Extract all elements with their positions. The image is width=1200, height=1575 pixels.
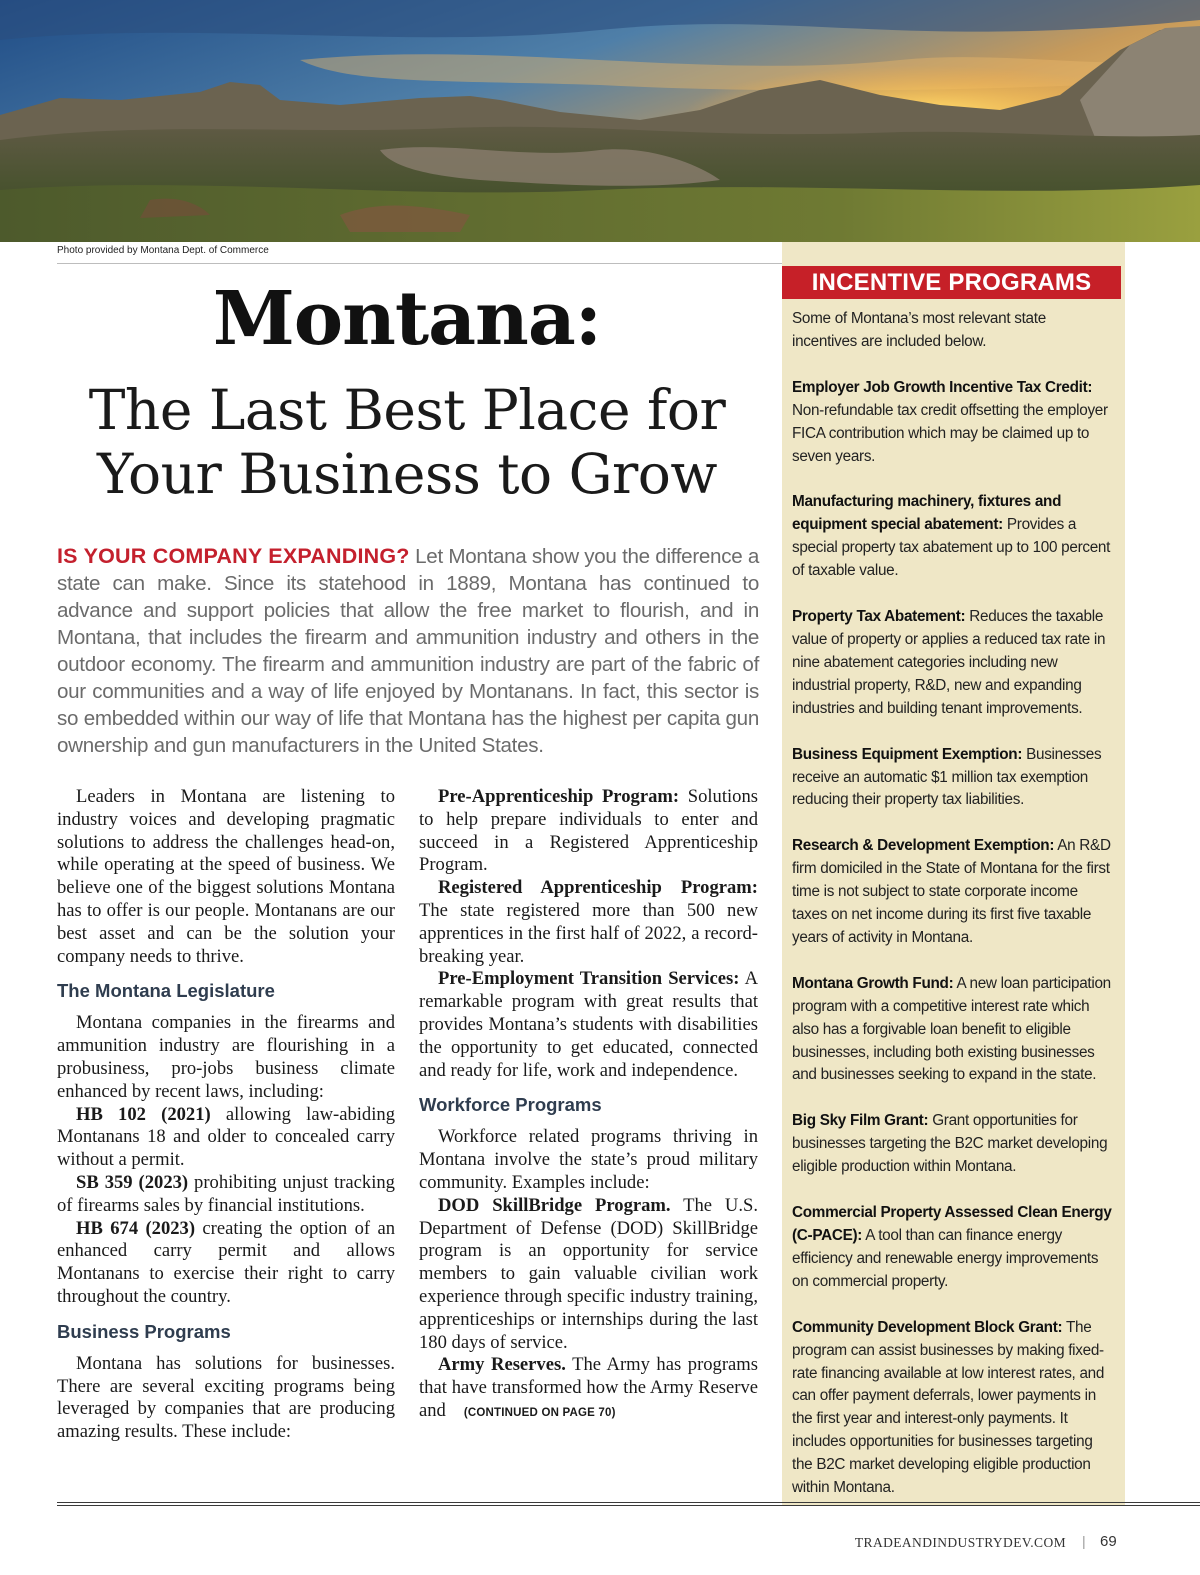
program-item-dod-skillbridge <box>419 1195 758 1355</box>
incentive-text: A new loan participation program with a competitive interest rate which also has a forgivable loan benefit to eligible businesses, including both existing businesses and businesses seeking to expand in the state. <box>792 974 1111 1084</box>
incentive-text: The program can assist businesses by making fixed-rate financing available at low interest rates, and can offer payment deferrals, lower payments in the first year and interest-only payments. It includes opportunities for businesses targeting the B2C market developing eligible production within Montana. <box>792 1318 1105 1497</box>
body-paragraph: Workforce related programs thriving in Montana involve the state’s proud military community. Examples include: <box>419 1126 758 1193</box>
lede-lead-in: IS YOUR COMPANY EXPANDING? <box>57 544 410 568</box>
incentive-item <box>792 1202 1113 1294</box>
lede-paragraph <box>57 543 759 759</box>
footer-divider <box>57 1502 1200 1503</box>
body-column-1 <box>57 786 395 1444</box>
page-number: 69 <box>1100 1533 1117 1550</box>
program-text: The U.S. Department of Defense (DOD) SkillBridge program is an opportunity for service members to gain valuable civilian work experience through specific industry training, apprenticeships or internships during the last 180 days of service. <box>419 1194 758 1353</box>
incentive-text: A tool than can finance energy efficiency and renewable energy improvements on commercial property. <box>792 1227 1099 1290</box>
body-column-2 <box>419 786 758 1425</box>
program-text: The state registered more than 500 new apprentices in the first half of 2022, a record-breaking year. <box>419 899 758 967</box>
incentive-title: Community Development Block Grant: <box>792 1318 1063 1336</box>
incentive-item <box>792 973 1113 1088</box>
program-label: Army Reserves. <box>438 1354 566 1376</box>
law-item-sb359 <box>57 1172 395 1218</box>
sidebar-intro: Some of Montana’s most relevant state incentives are included below. <box>792 310 1046 350</box>
law-text: creating the option of an enhanced carry permit and allows Montanans to exercise their right to carry throughout the country. <box>57 1217 395 1307</box>
incentive-item <box>792 744 1113 813</box>
subhead-line-1: The Last Best Place for <box>88 378 726 442</box>
incentive-text: Reduces the taxable value of property or applies a reduced tax rate in nine abatement categories including new industrial property, R&D, new and expanding industries and building tenant improvements. <box>792 608 1106 717</box>
incentive-text: An R&D firm domiciled in the State of Montana for the first time is not subject to state corporate income taxes on net income during its first five taxable years of activity in Montana. <box>792 837 1111 946</box>
incentive-text: Provides a special property tax abatement up to 100 percent of taxable value. <box>792 516 1111 580</box>
incentive-title: Research & Development Exemption: <box>792 837 1055 855</box>
law-label: HB 674 (2023) <box>76 1217 196 1239</box>
incentive-item <box>792 1317 1113 1500</box>
program-text: Solutions to help prepare individuals to enter and succeed in a Registered Apprenticeship Program. <box>419 786 758 876</box>
incentive-item <box>792 491 1113 583</box>
law-label: HB 102 (2021) <box>76 1103 211 1125</box>
law-label: SB 359 (2023) <box>76 1171 189 1193</box>
law-item-hb102 <box>57 1104 395 1172</box>
footer-separator: | <box>1082 1533 1086 1549</box>
incentive-text: Businesses receive an automatic $1 million tax exemption reducing their property tax liabilities. <box>792 745 1102 809</box>
program-label: Registered Apprenticeship Program: <box>438 877 758 899</box>
incentive-item <box>792 606 1113 721</box>
program-label: Pre-Employment Transition Services: <box>438 968 740 990</box>
program-item-preapprenticeship <box>419 786 758 877</box>
footer-website: TRADEANDINDUSTRYDEV.COM <box>854 1535 1066 1550</box>
body-paragraph: Leaders in Montana are listening to industry voices and developing pragmatic solutions to address the challenges head-on, while operating at the speed of business. We believe one of the biggest solutions Montana has to offer is our people. Montanans are our best asset and can be the solution your company needs to thrive. <box>57 786 395 967</box>
law-item-hb674 <box>57 1218 395 1309</box>
program-text: The Army has programs that have transformed how the Army Reserve and <box>419 1354 758 1421</box>
program-label: DOD SkillBridge Program. <box>438 1194 671 1216</box>
incentive-title: Manufacturing machinery, fixtures and equipment special abatement: <box>792 493 1062 534</box>
body-paragraph: Montana companies in the firearms and ammunition industry are flourishing in a probusiness, pro-jobs business climate enhanced by recent laws, including: <box>57 1012 395 1102</box>
subhead-line-2: Your Business to Grow <box>96 442 717 506</box>
lede-text: Let Montana show you the difference a state can make. Since its statehood in 1889, Montana has continued to advance and support policies that allow the free market to flourish, and in Montana, that includes the firearm and ammunition industry and others in the outdoor economy. The firearm and ammunition industry are part of the fabric of our communities and a way of life enjoyed by Montanans. In fact, this sector is so embedded within our way of life that Montana has the highest per capita gun ownership and gun manufacturers in the United States. <box>57 545 759 757</box>
headline: Montana: <box>212 276 602 362</box>
incentive-programs-sidebar <box>782 242 1125 1505</box>
incentive-text: Grant opportunities for businesses targeting the B2C market developing eligible production within Montana. <box>792 1112 1108 1176</box>
body-paragraph: Montana has solutions for businesses. There are several exciting programs being leveraged by companies that are producing amazing results. These include: <box>57 1352 395 1443</box>
program-item-army-reserves <box>419 1354 758 1424</box>
incentive-title: Employer Job Growth Incentive Tax Credit: <box>792 378 1093 396</box>
incentive-item <box>792 1110 1113 1179</box>
footer-divider <box>57 1505 1200 1506</box>
subhead <box>40 378 774 506</box>
incentive-text: Non-refundable tax credit offsetting the employer FICA contribution which may be claimed up to seven years. <box>792 401 1108 465</box>
incentive-title: Commercial Property Assessed Clean Energy (C-PACE): <box>792 1204 1112 1244</box>
program-label: Pre-Apprenticeship Program: <box>438 786 680 807</box>
incentive-title: Big Sky Film Grant: <box>792 1112 929 1130</box>
program-item-pre-employment <box>419 968 758 1082</box>
hero-photo-badlands <box>0 0 1200 242</box>
section-heading-business: Business Programs <box>57 1320 231 1342</box>
incentive-title: Business Equipment Exemption: <box>792 745 1023 763</box>
incentive-item <box>792 835 1113 950</box>
program-item-registered-apprenticeship <box>419 877 758 968</box>
section-heading-legislature: The Montana Legislature <box>57 980 275 1002</box>
photo-credit: Photo provided by Montana Dept. of Commerce <box>57 245 269 256</box>
program-text: A remarkable program with great results that provides Montana’s students with disabilities the opportunity to get educated, connected and ready for life, work and independence. <box>419 968 758 1081</box>
sidebar-title: INCENTIVE PROGRAMS <box>782 266 1121 299</box>
top-divider <box>57 263 785 264</box>
law-text: allowing law-abiding Montanans 18 and older to concealed carry without a permit. <box>57 1103 395 1171</box>
sidebar-body <box>782 299 1125 1500</box>
section-heading-workforce: Workforce Programs <box>419 1094 602 1116</box>
incentive-title: Property Tax Abatement: <box>792 608 966 626</box>
law-text: prohibiting unjust tracking of firearms sales by financial institutions. <box>57 1171 395 1216</box>
continued-note: (CONTINUED ON PAGE 70) <box>463 1406 616 1419</box>
incentive-item <box>792 377 1113 469</box>
incentive-title: Montana Growth Fund: <box>792 974 954 992</box>
